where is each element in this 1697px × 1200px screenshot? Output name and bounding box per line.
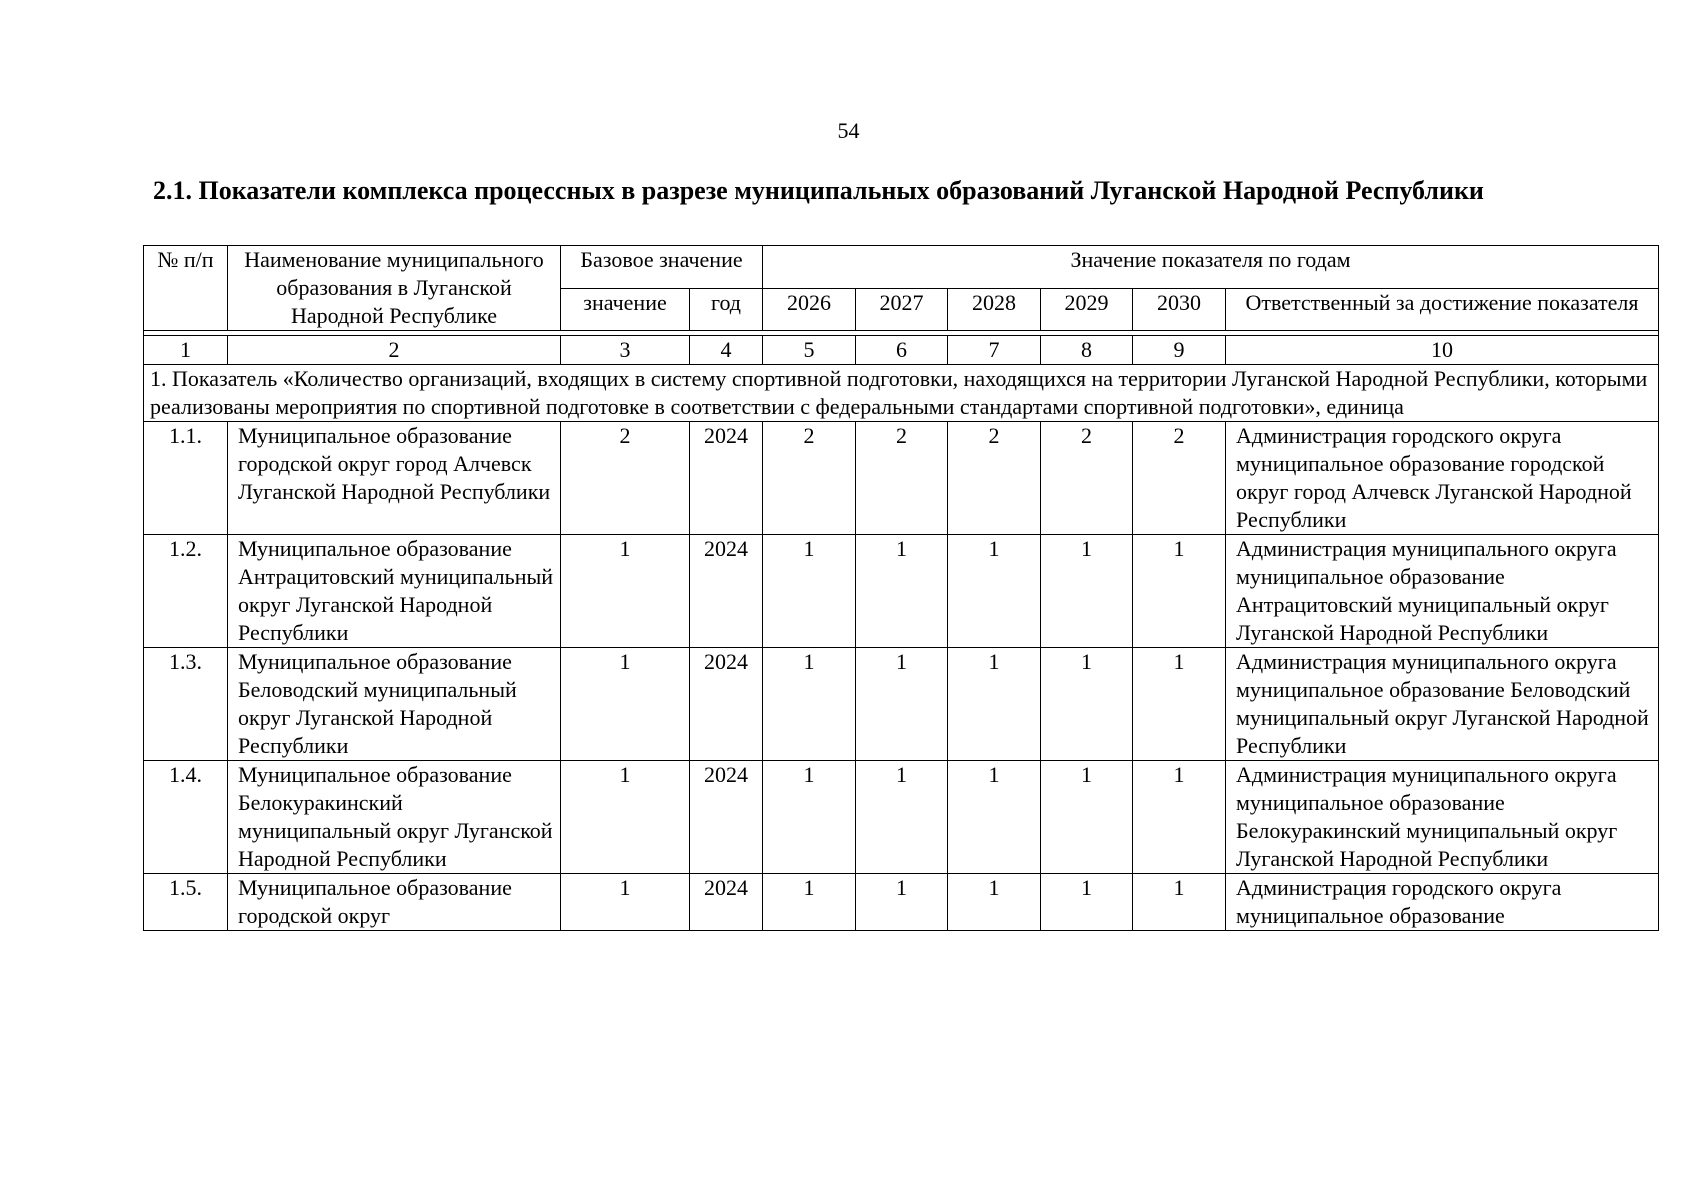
colnum-9: 9 (1133, 336, 1226, 365)
row-num: 1.5. (144, 874, 228, 931)
header-row-1 (144, 246, 1659, 289)
row-value-2028: 2 (948, 422, 1041, 535)
row-name: Муниципальное образование городской округ город Алчевск Луганской Народной Республики (228, 422, 561, 535)
column-numbers-row (144, 336, 1659, 365)
row-value-2029: 1 (1041, 535, 1133, 648)
colnum-5: 5 (763, 336, 856, 365)
colnum-7: 7 (948, 336, 1041, 365)
row-value-2028: 1 (948, 648, 1041, 761)
row-name: Муниципальное образование городской округ (228, 874, 561, 931)
row-num: 1.1. (144, 422, 228, 535)
row-value-2030: 1 (1133, 535, 1226, 648)
header-year-2030: 2030 (1133, 288, 1226, 331)
header-year-2026: 2026 (763, 288, 856, 331)
row-value-2027: 1 (856, 874, 948, 931)
row-value-2029: 1 (1041, 648, 1133, 761)
colnum-10: 10 (1226, 336, 1659, 365)
row-responsible: Администрация муниципального округа муниципальное образование Белокуракинский муниципальный округ Луганской Народной Республики (1226, 761, 1659, 874)
colnum-8: 8 (1041, 336, 1133, 365)
header-years-group: Значение показателя по годам (763, 246, 1659, 289)
row-value-2030: 1 (1133, 648, 1226, 761)
row-base-year: 2024 (690, 761, 763, 874)
row-value-2027: 2 (856, 422, 948, 535)
section-row (144, 365, 1659, 422)
page-number: 54 (837, 118, 860, 143)
header-responsible: Ответственный за достижение показателя (1226, 288, 1659, 331)
table-row (144, 874, 1659, 931)
row-base-value: 1 (561, 648, 690, 761)
row-value-2026: 1 (763, 761, 856, 874)
section-title: 1. Показатель «Количество организаций, входящих в систему спортивной подготовки, находящихся на территории Луганской Народной Республики, которыми реализованы мероприятия по спортивной подготовке в соответствии с федеральными стандартами спортивной подготовки», единица (144, 365, 1659, 422)
row-base-value: 2 (561, 422, 690, 535)
row-responsible: Администрация муниципального округа муниципальное образование Беловодский муниципальный округ Луганской Народной Республики (1226, 648, 1659, 761)
row-value-2028: 1 (948, 761, 1041, 874)
row-value-2030: 1 (1133, 761, 1226, 874)
row-base-year: 2024 (690, 422, 763, 535)
table-row (144, 761, 1659, 874)
header-base: Базовое значение (561, 246, 763, 289)
row-value-2026: 2 (763, 422, 856, 535)
table-row (144, 535, 1659, 648)
row-value-2026: 1 (763, 874, 856, 931)
row-responsible: Администрация муниципального округа муниципальное образование Антрацитовский муниципальный округ Луганской Народной Республики (1226, 535, 1659, 648)
table-row (144, 422, 1659, 535)
header-base-value: значение (561, 288, 690, 331)
colnum-4: 4 (690, 336, 763, 365)
colnum-1: 1 (144, 336, 228, 365)
row-value-2028: 1 (948, 874, 1041, 931)
colnum-2: 2 (228, 336, 561, 365)
row-num: 1.4. (144, 761, 228, 874)
row-base-value: 1 (561, 535, 690, 648)
row-value-2027: 1 (856, 761, 948, 874)
row-value-2029: 2 (1041, 422, 1133, 535)
row-name: Муниципальное образование Антрацитовский муниципальный округ Луганской Народной Республики (228, 535, 561, 648)
row-name: Муниципальное образование Беловодский муниципальный округ Луганской Народной Республики (228, 648, 561, 761)
row-value-2026: 1 (763, 535, 856, 648)
header-year-2029: 2029 (1041, 288, 1133, 331)
document-title: 2.1. Показатели комплекса процессных в разрезе муниципальных образований Луганской Народной Республики (153, 176, 1484, 205)
row-value-2029: 1 (1041, 761, 1133, 874)
row-responsible: Администрация городского округа муниципальное образование (1226, 874, 1659, 931)
row-num: 1.2. (144, 535, 228, 648)
row-base-value: 1 (561, 761, 690, 874)
row-value-2029: 1 (1041, 874, 1133, 931)
header-year-2028: 2028 (948, 288, 1041, 331)
indicators-table (143, 245, 1659, 931)
header-year-2027: 2027 (856, 288, 948, 331)
row-base-year: 2024 (690, 648, 763, 761)
row-value-2026: 1 (763, 648, 856, 761)
header-num: № п/п (144, 246, 228, 331)
row-base-year: 2024 (690, 874, 763, 931)
row-num: 1.3. (144, 648, 228, 761)
table-row (144, 648, 1659, 761)
row-base-year: 2024 (690, 535, 763, 648)
row-value-2030: 2 (1133, 422, 1226, 535)
colnum-6: 6 (856, 336, 948, 365)
row-name: Муниципальное образование Белокуракинский муниципальный округ Луганской Народной Республики (228, 761, 561, 874)
colnum-3: 3 (561, 336, 690, 365)
row-responsible: Администрация городского округа муниципальное образование городской округ город Алчевск Луганской Народной Республики (1226, 422, 1659, 535)
row-value-2027: 1 (856, 535, 948, 648)
header-base-year: год (690, 288, 763, 331)
row-value-2027: 1 (856, 648, 948, 761)
row-value-2030: 1 (1133, 874, 1226, 931)
row-value-2028: 1 (948, 535, 1041, 648)
row-base-value: 1 (561, 874, 690, 931)
header-name: Наименование муниципального образования в Луганской Народной Республике (228, 246, 561, 331)
